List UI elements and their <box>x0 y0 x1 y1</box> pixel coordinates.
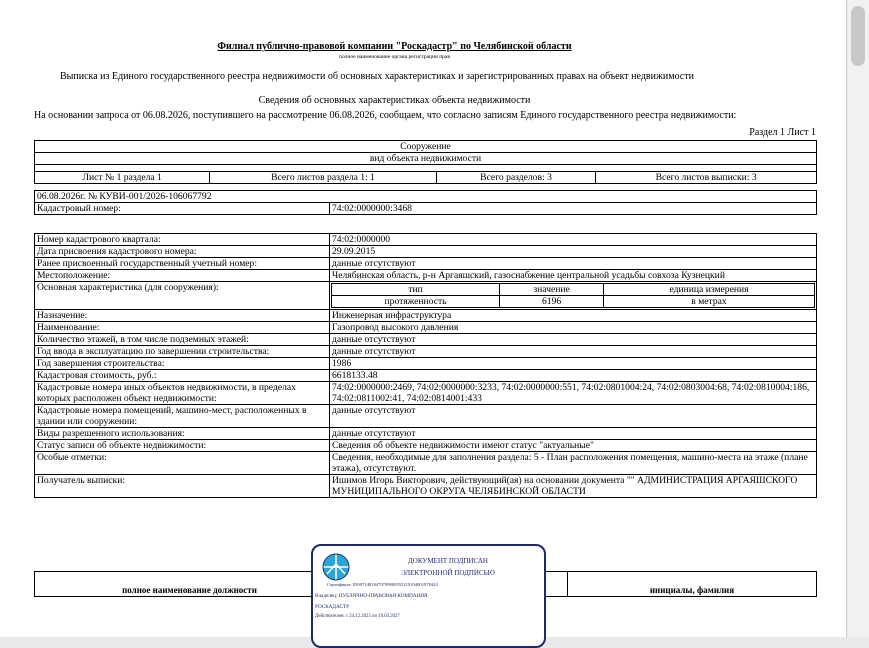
row-value <box>330 282 817 310</box>
row-label: Основная характеристика (для сооружения): <box>35 282 330 310</box>
row-value: Ишимов Игорь Викторович, действующий(ая) на основании документа "" АДМИНИСТРАЦИЯ АРГАЯШСКОГО МУНИЦИПАЛЬНОГО ОКРУГА ЧЕЛЯБИНСКОЙ ОБЛАСТИ <box>330 475 817 498</box>
row-value: 74:02:0000000 <box>330 234 817 246</box>
table-row <box>35 440 817 452</box>
extract-number: 06.08.2026г. № КУВИ-001/2026-106067792 <box>35 191 817 203</box>
total-sections: Всего разделов: 3 <box>436 172 596 184</box>
row-value: Сведения, необходимые для заполнения раздела: 5 - План расположения помещения, машино-места на этаже (плане этажа), отсутствуют. <box>330 452 817 475</box>
row-value: данные отсутствуют <box>330 405 817 428</box>
e-signature-stamp <box>311 544 546 648</box>
row-label: Наименование: <box>35 322 330 334</box>
row-value: 1986 <box>330 358 817 370</box>
spacer-row <box>35 165 817 172</box>
row-value: Газопровод высокого давления <box>330 322 817 334</box>
section-title: Сведения об основных характеристиках объекта недвижимости <box>258 95 531 106</box>
extract-title: Выписка из Единого государственного реестра недвижимости об основных характеристиках и зарегистрированных правах на объект недвижимости <box>60 71 695 82</box>
cadastral-number-label: Кадастровый номер: <box>35 203 330 215</box>
stamp-owner: Владелец: ПУБЛИЧНО-ПРАВОВАЯ КОМПАНИЯ <box>315 593 428 599</box>
char-header-value: значение <box>500 284 604 296</box>
row-label: Номер кадастрового квартала: <box>35 234 330 246</box>
total-sheets-section: Всего листов раздела 1: 1 <box>210 172 436 184</box>
char-header-type: тип <box>332 284 500 296</box>
table-row <box>35 282 817 310</box>
char-unit: в метрах <box>604 296 815 308</box>
row-value: данные отсутствуют <box>330 334 817 346</box>
scrollbar-thumb[interactable] <box>851 6 865 66</box>
table-row <box>35 310 817 322</box>
characteristics-table <box>34 233 817 498</box>
char-header-unit: единица измерения <box>604 284 815 296</box>
table-row <box>35 382 817 405</box>
basis-text: На основании запроса от 06.08.2026, поступившего на рассмотрение 06.08.2026, сообщаем, что согласно записям Единого государственного реестра недвижимости: <box>34 110 737 121</box>
char-type: протяженность <box>332 296 500 308</box>
table-row <box>35 475 817 498</box>
table-row <box>35 270 817 282</box>
row-label: Особые отметки: <box>35 452 330 475</box>
row-label: Количество этажей, в том числе подземных этажей: <box>35 334 330 346</box>
vertical-scrollbar[interactable] <box>848 0 869 637</box>
signature-name: инициалы, фамилия <box>568 572 817 597</box>
table-row <box>35 234 817 246</box>
cadastral-table <box>34 190 817 215</box>
char-value: 6196 <box>500 296 604 308</box>
stamp-line1: ДОКУМЕНТ ПОДПИСАН <box>408 557 488 565</box>
table-row <box>35 370 817 382</box>
row-label: Год завершения строительства: <box>35 358 330 370</box>
row-label: Виды разрешенного использования: <box>35 428 330 440</box>
row-value: данные отсутствуют <box>330 346 817 358</box>
row-value: Сведения об объекте недвижимости имеют статус "актуальные" <box>330 440 817 452</box>
object-type: Сооружение <box>35 141 817 153</box>
org-name: Филиал публично-правовой компании "Роскадастр" по Челябинской области <box>217 41 572 52</box>
sheet-number: Лист № 1 раздела 1 <box>35 172 210 184</box>
table-row <box>35 405 817 428</box>
stamp-line2: ЭЛЕКТРОННОЙ ПОДПИСЬЮ <box>401 569 495 577</box>
object-type-table <box>34 140 817 184</box>
stamp-certificate: Сертификат: 8399714818479799800555219104001978443 <box>327 582 438 587</box>
row-value: данные отсутствуют <box>330 258 817 270</box>
rosreestr-logo-icon <box>321 552 351 582</box>
total-sheets: Всего листов выписки: 3 <box>596 172 817 184</box>
signature-position: полное наименование должности <box>35 572 345 597</box>
main-characteristic-table <box>331 283 815 308</box>
object-type-caption: вид объекта недвижимости <box>35 153 817 165</box>
row-value: данные отсутствуют <box>330 428 817 440</box>
org-name-caption: полное наименование органа регистрации прав <box>339 54 450 60</box>
row-label: Получатель выписки: <box>35 475 330 498</box>
row-label: Кадастровые номера иных объектов недвижимости, в пределах которых расположен объект недвижимости: <box>35 382 330 405</box>
row-value: 6618133.48 <box>330 370 817 382</box>
table-row <box>35 358 817 370</box>
table-row <box>35 322 817 334</box>
table-row <box>35 246 817 258</box>
table-row <box>35 258 817 270</box>
table-row <box>35 452 817 475</box>
row-label: Кадастровая стоимость, руб.: <box>35 370 330 382</box>
stamp-owner2: РОСКАДАСТР <box>315 604 349 610</box>
row-label: Назначение: <box>35 310 330 322</box>
cadastral-number-value: 74:02:0000000:3468 <box>330 203 817 215</box>
row-label: Дата присвоения кадастрового номера: <box>35 246 330 258</box>
row-value: Челябинская область, р-н Аргаяшский, газоснабжение центральной усадьбы совхоза Кузнецкий <box>330 270 817 282</box>
row-value: 74:02:0000000:2469, 74:02:0000000:3233, 74:02:0000000:551, 74:02:0801004:24, 74:02:0803004:68, 74:02:0810004:186, 74:02:0811002:41, 74:02:0814001:433 <box>330 382 817 405</box>
table-row <box>35 334 817 346</box>
stamp-valid: Действителен: с 24.12.2025 по 19.03.2027 <box>315 614 400 619</box>
row-label: Местоположение: <box>35 270 330 282</box>
section-sheet-label: Раздел 1 Лист 1 <box>749 127 816 138</box>
row-label: Год ввода в эксплуатацию по завершении строительства: <box>35 346 330 358</box>
row-label: Ранее присвоенный государственный учетный номер: <box>35 258 330 270</box>
row-label: Кадастровые номера помещений, машино-мест, расположенных в здании или сооружении: <box>35 405 330 428</box>
table-row <box>35 428 817 440</box>
table-row <box>35 346 817 358</box>
row-value: 29.09.2015 <box>330 246 817 258</box>
row-label: Статус записи об объекте недвижимости: <box>35 440 330 452</box>
row-value: Инженерная инфраструктура <box>330 310 817 322</box>
